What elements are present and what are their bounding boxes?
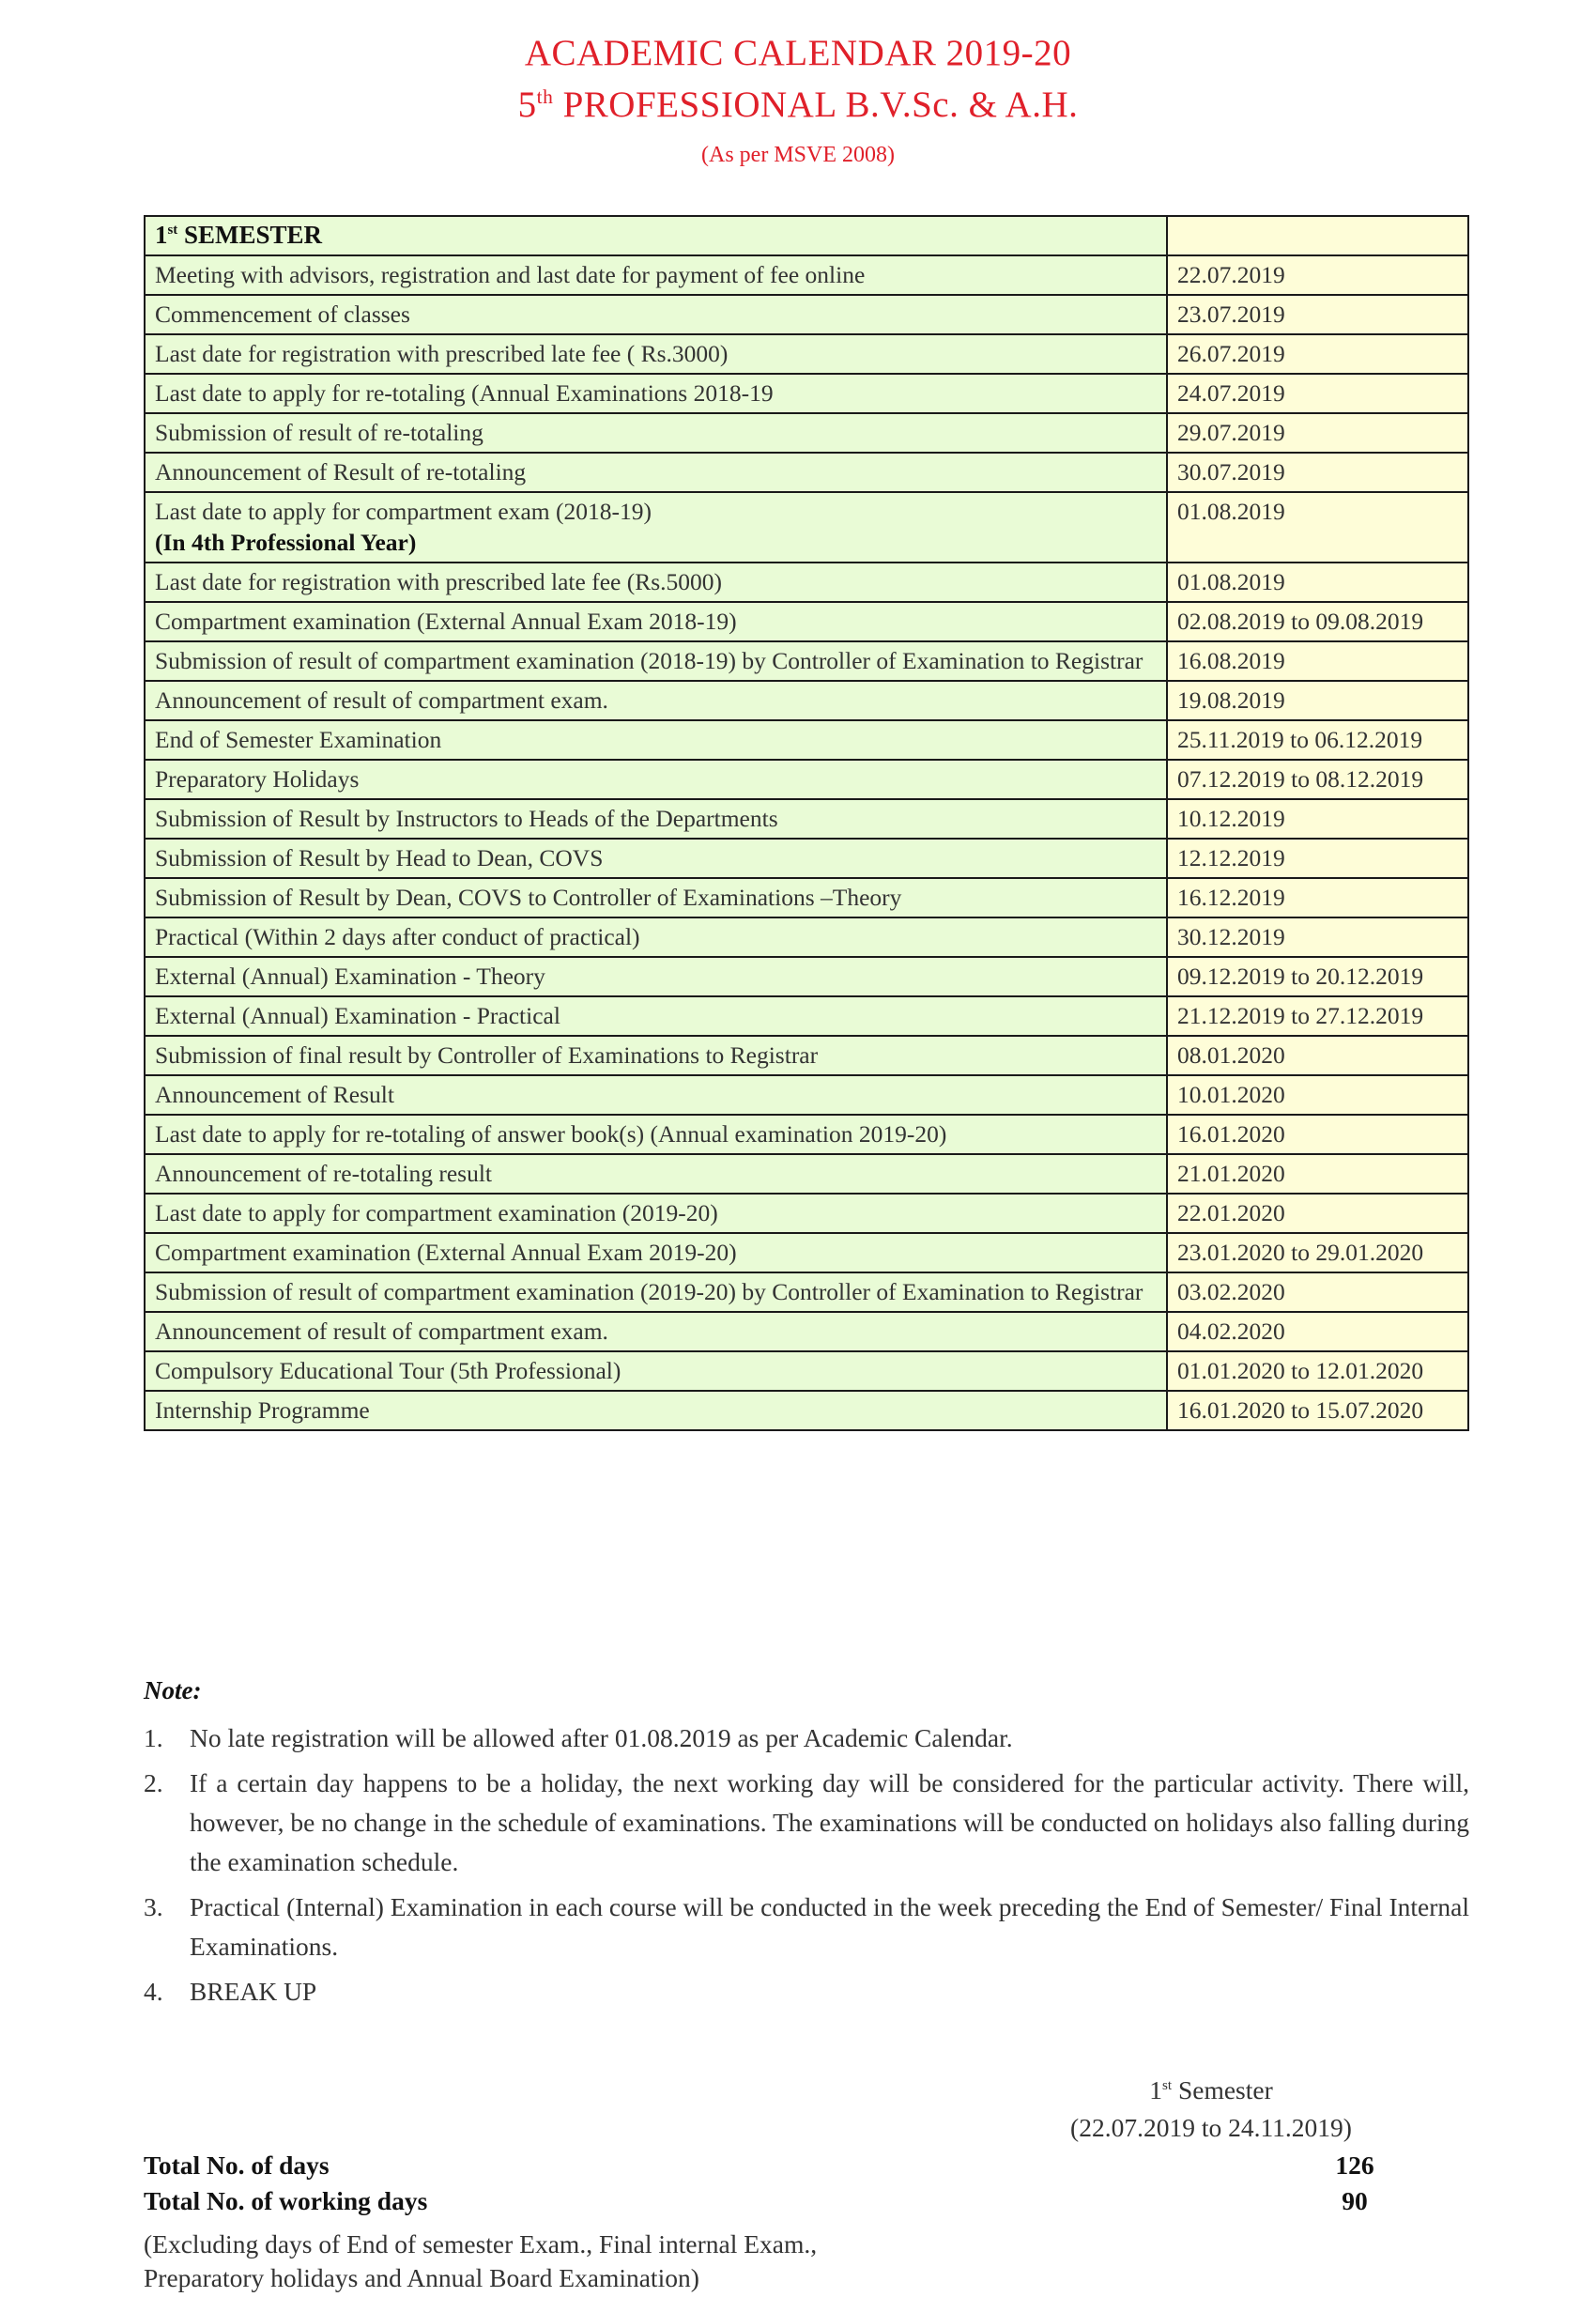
event-cell xyxy=(145,1351,1167,1391)
table-row xyxy=(145,1036,1468,1075)
date-cell: 19.08.2019 xyxy=(1167,681,1468,720)
working-days-label: Total No. of working days xyxy=(144,2186,428,2215)
event-cell xyxy=(145,334,1167,374)
event-cell xyxy=(145,839,1167,878)
event-text: Last date for registration with prescribed late fee (Rs.5000) xyxy=(155,568,722,595)
table-header-row xyxy=(145,216,1468,255)
table-row xyxy=(145,878,1468,917)
date-cell: 16.01.2020 to 15.07.2020 xyxy=(1167,1391,1468,1430)
event-cell xyxy=(145,1075,1167,1115)
event-text: Submission of Result by Instructors to Heads of the Departments xyxy=(155,805,778,832)
note-number: 3. xyxy=(144,1892,163,1921)
event-cell xyxy=(145,720,1167,760)
date-cell: 16.08.2019 xyxy=(1167,641,1468,681)
event-note: (In 4th Professional Year) xyxy=(155,529,417,556)
event-cell xyxy=(145,996,1167,1036)
table-row xyxy=(145,413,1468,453)
event-text: Submission of final result by Controller of Examinations to Registrar xyxy=(155,1041,819,1069)
breakup-semester: 1st Semester xyxy=(1149,2075,1273,2104)
working-days-value: 90 xyxy=(1342,2186,1368,2215)
subtitle-ordinal: th xyxy=(536,85,554,108)
semester-header-cell xyxy=(145,216,1167,255)
date-cell: 23.07.2019 xyxy=(1167,295,1468,334)
event-text: Last date to apply for re-totaling of answer book(s) (Annual examination 2019-20) xyxy=(155,1120,947,1148)
table-row xyxy=(145,720,1468,760)
page-subtitle xyxy=(0,79,1596,131)
event-cell xyxy=(145,563,1167,602)
event-cell xyxy=(145,799,1167,839)
date-cell: 16.01.2020 xyxy=(1167,1115,1468,1154)
date-cell: 21.12.2019 to 27.12.2019 xyxy=(1167,996,1468,1036)
date-cell: 16.12.2019 xyxy=(1167,878,1468,917)
event-cell xyxy=(145,492,1167,563)
breakup-period: (22.07.2019 to 24.11.2019) xyxy=(1070,2113,1352,2142)
table-row xyxy=(145,957,1468,996)
event-text: Practical (Within 2 days after conduct of practical) xyxy=(155,923,640,950)
event-cell xyxy=(145,1233,1167,1272)
event-text: Compartment examination (External Annual Exam 2018-19) xyxy=(155,608,737,635)
date-cell: 10.01.2020 xyxy=(1167,1075,1468,1115)
event-text: End of Semester Examination xyxy=(155,726,442,753)
note-item xyxy=(144,1972,1469,2012)
table-row xyxy=(145,760,1468,799)
event-cell xyxy=(145,1272,1167,1312)
event-text: Last date to apply for compartment exam (2018-19) xyxy=(155,498,652,525)
event-text: Last date for registration with prescribed late fee ( Rs.3000) xyxy=(155,340,729,367)
event-text: Submission of result of compartment examination (2018-19) by Controller of Examination to Registrar xyxy=(155,647,1143,674)
note-item xyxy=(144,1888,1469,1966)
date-cell: 02.08.2019 to 09.08.2019 xyxy=(1167,602,1468,641)
note-item xyxy=(144,1764,1469,1882)
event-text: Last date to apply for re-totaling (Annual Examinations 2018-19 xyxy=(155,379,774,407)
event-cell xyxy=(145,453,1167,492)
date-cell: 08.01.2020 xyxy=(1167,1036,1468,1075)
table-row xyxy=(145,1075,1468,1115)
event-text: Meeting with advisors, registration and last date for payment of fee online xyxy=(155,261,866,288)
table-row xyxy=(145,453,1468,492)
date-cell: 26.07.2019 xyxy=(1167,334,1468,374)
table-row xyxy=(145,334,1468,374)
breakup-footnote-line1: (Excluding days of End of semester Exam., Final internal Exam., Preparatory holidays and Annual Board Examination) xyxy=(144,2228,817,2295)
event-cell xyxy=(145,1391,1167,1430)
event-cell xyxy=(145,1036,1167,1075)
event-text: Submission of result of compartment examination (2019-20) by Controller of Examination to Registrar xyxy=(155,1278,1143,1305)
table-row xyxy=(145,1154,1468,1194)
event-text: External (Annual) Examination - Practical xyxy=(155,1002,560,1029)
event-text: Internship Programme xyxy=(155,1396,370,1424)
table-row xyxy=(145,295,1468,334)
note-number: 2. xyxy=(144,1768,163,1797)
event-cell xyxy=(145,602,1167,641)
table-row xyxy=(145,1351,1468,1391)
semester-title: 1st SEMESTER xyxy=(155,221,323,249)
calendar-table xyxy=(144,215,1469,1431)
date-cell: 29.07.2019 xyxy=(1167,413,1468,453)
date-cell: 01.08.2019 xyxy=(1167,563,1468,602)
date-cell: 12.12.2019 xyxy=(1167,839,1468,878)
date-cell: 23.01.2020 to 29.01.2020 xyxy=(1167,1233,1468,1272)
date-cell: 24.07.2019 xyxy=(1167,374,1468,413)
table-row xyxy=(145,799,1468,839)
event-text: Announcement of result of compartment exam. xyxy=(155,686,608,714)
date-cell: 07.12.2019 to 08.12.2019 xyxy=(1167,760,1468,799)
event-cell xyxy=(145,917,1167,957)
date-cell: 01.08.2019 xyxy=(1167,492,1468,563)
table-row xyxy=(145,917,1468,957)
event-text: Compulsory Educational Tour (5th Professional) xyxy=(155,1357,622,1384)
event-text: Announcement of Result xyxy=(155,1081,394,1108)
note-number: 4. xyxy=(144,1977,163,2006)
date-cell: 10.12.2019 xyxy=(1167,799,1468,839)
note-item xyxy=(144,1719,1469,1758)
table-row xyxy=(145,641,1468,681)
page-note: (As per MSVE 2008) xyxy=(701,143,895,167)
subtitle-number: 5 xyxy=(517,85,537,125)
event-cell xyxy=(145,760,1167,799)
event-cell xyxy=(145,1154,1167,1194)
table-row xyxy=(145,1194,1468,1233)
note-text: BREAK UP xyxy=(190,1977,317,2006)
event-cell xyxy=(145,374,1167,413)
table-row xyxy=(145,1233,1468,1272)
note-number: 1. xyxy=(144,1723,163,1752)
event-text: Last date to apply for compartment examination (2019-20) xyxy=(155,1199,718,1226)
event-cell xyxy=(145,641,1167,681)
date-cell: 09.12.2019 to 20.12.2019 xyxy=(1167,957,1468,996)
event-text: External (Annual) Examination - Theory xyxy=(155,963,545,990)
date-cell: 22.01.2020 xyxy=(1167,1194,1468,1233)
date-cell: 04.02.2020 xyxy=(1167,1312,1468,1351)
event-text: Announcement of re-totaling result xyxy=(155,1160,493,1187)
note-text: No late registration will be allowed after 01.08.2019 as per Academic Calendar. xyxy=(190,1723,1013,1752)
table-row xyxy=(145,681,1468,720)
table-row xyxy=(145,1312,1468,1351)
date-cell: 03.02.2020 xyxy=(1167,1272,1468,1312)
event-cell xyxy=(145,1312,1167,1351)
date-cell: 30.07.2019 xyxy=(1167,453,1468,492)
event-cell xyxy=(145,957,1167,996)
event-text: Commencement of classes xyxy=(155,301,410,328)
event-cell xyxy=(145,255,1167,295)
total-days-value: 126 xyxy=(1335,2151,1374,2180)
semester-header-date-cell xyxy=(1167,216,1468,255)
event-text: Submission of Result by Head to Dean, COVS xyxy=(155,844,604,871)
table-row xyxy=(145,492,1468,563)
date-cell: 25.11.2019 to 06.12.2019 xyxy=(1167,720,1468,760)
table-row xyxy=(145,602,1468,641)
date-cell: 01.01.2020 to 12.01.2020 xyxy=(1167,1351,1468,1391)
event-text: Announcement of result of compartment exam. xyxy=(155,1318,608,1345)
event-text: Announcement of Result of re-totaling xyxy=(155,458,527,486)
table-row xyxy=(145,1391,1468,1430)
event-cell xyxy=(145,1115,1167,1154)
breakup-footnote-line2: Preparatory holidays and Annual Board Examination) xyxy=(144,2263,699,2292)
date-cell: 30.12.2019 xyxy=(1167,917,1468,957)
event-cell xyxy=(145,681,1167,720)
date-cell: 21.01.2020 xyxy=(1167,1154,1468,1194)
note-label: Note: xyxy=(144,1676,202,1704)
date-cell: 22.07.2019 xyxy=(1167,255,1468,295)
event-cell xyxy=(145,1194,1167,1233)
page-header xyxy=(0,28,1596,178)
event-text: Submission of result of re-totaling xyxy=(155,419,483,446)
notes-list xyxy=(144,1719,1469,2017)
subtitle-text: PROFESSIONAL B.V.Sc. & A.H. xyxy=(553,85,1079,125)
table-row xyxy=(145,1272,1468,1312)
table-row xyxy=(145,839,1468,878)
event-cell xyxy=(145,413,1167,453)
page-title: ACADEMIC CALENDAR 2019-20 xyxy=(524,33,1072,73)
event-text: Preparatory Holidays xyxy=(155,765,360,793)
table-row xyxy=(145,374,1468,413)
event-cell xyxy=(145,878,1167,917)
table-row xyxy=(145,996,1468,1036)
total-days-label: Total No. of days xyxy=(144,2151,330,2180)
table-row xyxy=(145,563,1468,602)
note-text: If a certain day happens to be a holiday, the next working day will be considered for the particular activity. There will, however, be no change in the schedule of examinations. The examinations will be conducted on holidays also falling during the examination schedule. xyxy=(190,1768,1469,1876)
event-cell xyxy=(145,295,1167,334)
table-row xyxy=(145,255,1468,295)
event-text: Submission of Result by Dean, COVS to Controller of Examinations –Theory xyxy=(155,884,902,911)
note-text: Practical (Internal) Examination in each course will be conducted in the week preceding the End of Semester/ Final Internal Examinations. xyxy=(190,1892,1469,1961)
table-row xyxy=(145,1115,1468,1154)
event-text: Compartment examination (External Annual Exam 2019-20) xyxy=(155,1239,737,1266)
